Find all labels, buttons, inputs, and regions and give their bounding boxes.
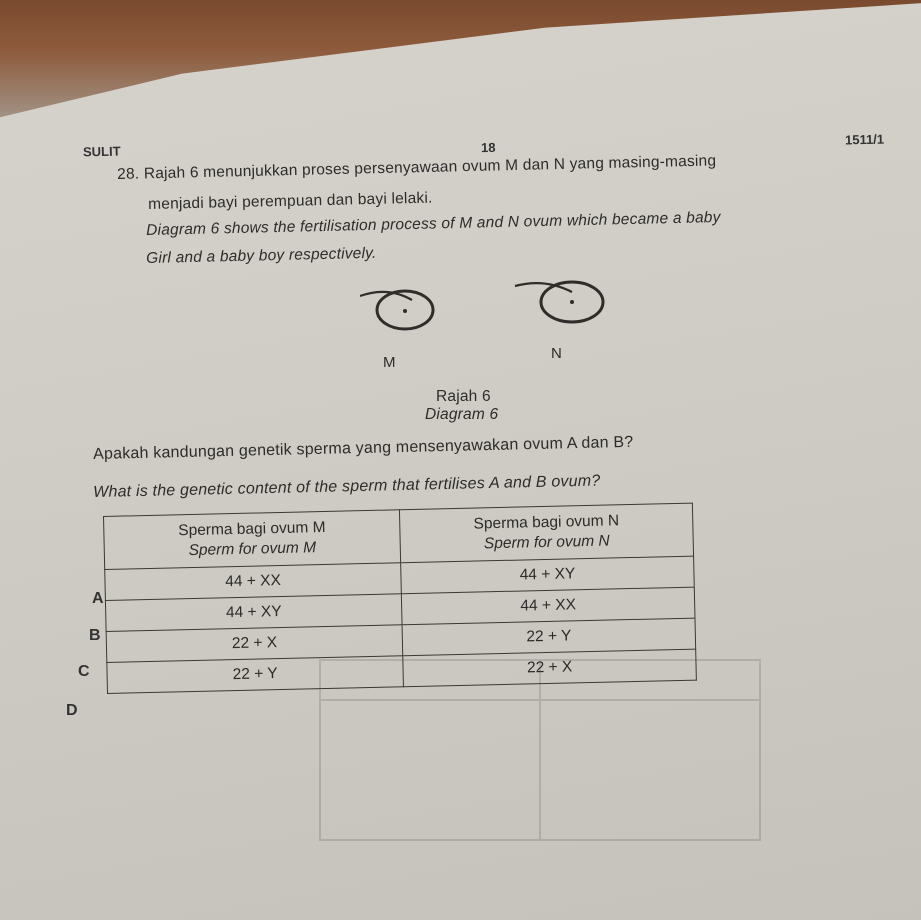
prompt-english: What is the genetic content of the sperm that fertilises A and B ovum? [93, 472, 601, 501]
option-a-label[interactable]: A [92, 590, 104, 607]
question-english-line2: Girl and a baby boy respectively. [146, 244, 377, 267]
label-n: N [551, 345, 562, 362]
question-malay-line1: 28. Rajah 6 menunjukkan proses persenyawaan ovum M dan N yang masing-masing [117, 152, 717, 183]
fertilisation-diagram [360, 278, 620, 348]
sulit-label: SULIT [82, 143, 121, 160]
cell-n: 44 + XX [401, 587, 695, 625]
prompt-malay: Apakah kandungan genetik sperma yang mensenyawakan ovum A dan B? [93, 433, 634, 463]
question-number: 28. [117, 165, 140, 183]
cell-m: 44 + XX [105, 563, 402, 601]
diagram-caption-english: Diagram 6 [425, 406, 499, 423]
ovum-m-drawing [360, 291, 433, 329]
cell-m: 22 + Y [107, 656, 404, 694]
label-m: M [383, 354, 396, 371]
cell-m: 22 + X [106, 625, 403, 663]
paper-code: 1511/1 [844, 131, 885, 148]
cell-m: 44 + XY [105, 594, 402, 632]
page-number: 18 [480, 139, 496, 156]
option-d-label[interactable]: D [66, 702, 78, 719]
header-col-m: Sperma bagi ovum M Sperm for ovum M [104, 510, 401, 570]
cell-n: 44 + XY [401, 556, 695, 594]
question-malay-line2: menjadi bayi perempuan dan bayi lelaki. [148, 189, 433, 213]
answer-table [103, 503, 697, 694]
diagram-caption-malay: Rajah 6 [436, 388, 491, 405]
option-c-label[interactable]: C [78, 663, 90, 680]
header-col-n: Sperma bagi ovum N Sperm for ovum N [400, 503, 694, 563]
cell-n: 22 + X [403, 649, 697, 687]
question-english-line1: Diagram 6 shows the fertilisation process of M and N ovum which became a baby [146, 208, 721, 239]
option-b-label[interactable]: B [89, 627, 101, 644]
ovum-n-drawing [515, 282, 603, 322]
cell-n: 22 + Y [402, 618, 696, 656]
